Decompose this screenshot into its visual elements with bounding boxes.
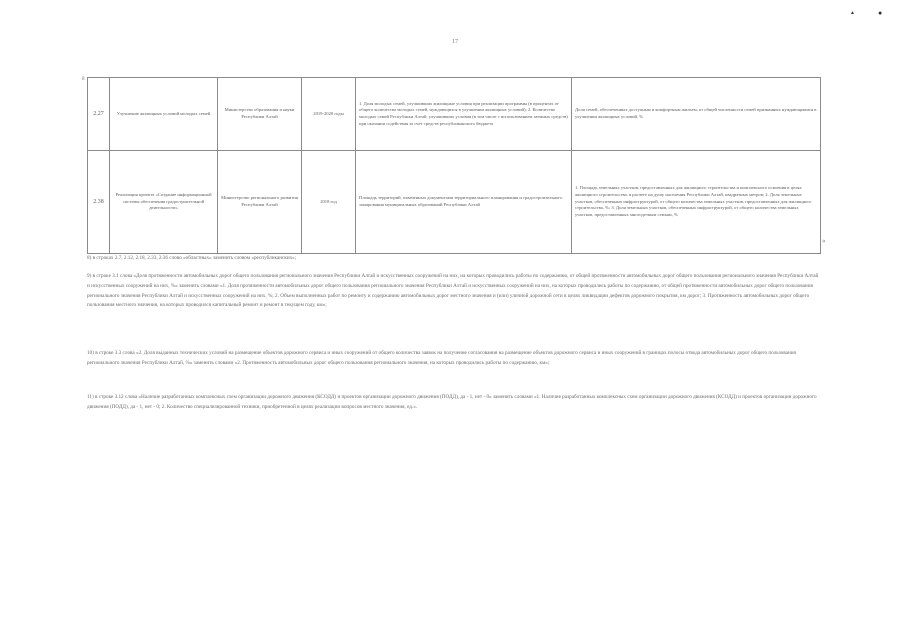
period: 2019-2020 годы [302, 78, 356, 151]
table-row [88, 78, 821, 151]
activity-name: Улучшение жилищных условий молодых семей [110, 78, 218, 151]
paragraph-10 [87, 349, 822, 369]
paragraph-11 [87, 393, 822, 413]
paragraph-text: 8) в строках 2.7, 2.12, 2.18, 2.33, 2.36 слово «областных» заменить словом «республиканских»; [87, 255, 297, 261]
row-number: 2.27 [88, 78, 110, 151]
paragraph-text: 9) в строке 3.1 слова «Доля протяженности автомобильных дорог общего пользования регионального значения Республики Алтай и искусственных сооружений на них, на которых проводились работы по содержанию, от общей протяженности автомобильных дорог общего пользования регионального значения Республики Алтай и искусственных сооружений на них, %» заменить словами «1. Доля протяженности автомобильных дорог общего пользования регионального значения Республики Алтай и искусственных сооружений на них, на которых проводились работы по содержанию, от общей протяженности автомобильных дорог общего пользования регионального значения Республики Алтай и искусственных сооружений на них, %; 2. Объем выполненных работ по ремонту и содержанию автомобильных дорог местного значения и (или) уличной дорожной сети в целях ликвидации дефектов дорожного покрытия, км дорог; 3. Протяженность автомобильных дорог общего пользования местного значения, на которых проводился капитальный ремонт и ремонт в текущем году, км»; [87, 273, 819, 309]
indicators: Доля семей, обеспеченных доступным и комфортным жильем, от общей численности семей признанных нуждающимися в улучшении жилищных условий, % [572, 78, 821, 151]
paragraph-text: 10) в строке 3.3 слова «2. Доля выданных технических условий на размещение объектов дорожного сервиса и иных сооружений от общего количества заявок на получение согласования на размещение объектов дорожного сервиса и иных сооружений в границах полосы отвода автомобильных дорог общего пользования регионального значения Республики Алтай, %» заменить словами «2. Протяженность автомобильных дорог общего пользования регионального значения, на которых проводились работы по содержанию, км»; [87, 350, 796, 366]
executor: Министерство образования и науки Республики Алтай [218, 78, 302, 151]
period: 2018 год [302, 151, 356, 254]
executor: Министерство регионального развития Республики Алтай [218, 151, 302, 254]
corner-triangle-mark: ▲ [850, 11, 855, 16]
corner-dot-mark: ● [878, 9, 883, 17]
program-table [87, 77, 821, 254]
paragraph-9 [87, 272, 822, 311]
activity-name: Реализация проекта «Создание информационной системы обеспечения градостроительной деятельности» [110, 151, 218, 254]
indicators: 1. Площадь земельных участков, предоставленных для жилищного строительства и комплексного освоения в целях жилищного строительства, в расчете на душу населения Республики Алтай, квадратных метров; 2. Доля земельных участков, обеспеченных инфраструктурой, от общего количества земельных участков, предоставленных для жилищного строительства, %; 3. Доля земельных участков, обеспеченных инфраструктурой, от общего количества земельных участков, предоставленных многодетным семьям, % [572, 151, 821, 254]
table-closing-quote: » [822, 237, 826, 245]
table-left-mark: 8 [82, 77, 85, 82]
measures: 1. Доля молодых семей, улучшивших жилищные условия при реализации программы (в процентах от общего количества молодых семей, нуждающихся в улучшении жилищных условий); 2. Количество молодых семей Республики Алтай, улучшивших условия (в том числе с использованием заемных средств) при оказании содействия за счет средств республиканского бюджета [356, 78, 572, 151]
paragraph-text: 11) в строке 3.12 слова «Наличие разработанных комплексных схем организации дорожного движения (КСОДД) и проектов организации дорожного движения (ПОДД), да - 1, нет - 0» заменить словами «1. Наличие разработанных комплексных схем организации дорожного движения (КСОДД) и проектов организации дорожного движения (ПОДД), да - 1, нет - 0; 2. Количество специализированной техники, приобретенной в целях реализации вопросов местного значения, ед.». [87, 394, 817, 410]
measures: Площадь территорий, охваченных документами территориального планирования и градостроительного зонирования муниципальных образований Республики Алтай [356, 151, 572, 254]
paragraph-8 [87, 254, 822, 264]
row-number: 2.38 [88, 151, 110, 254]
page-number: 17 [452, 39, 458, 45]
table-row [88, 151, 821, 254]
